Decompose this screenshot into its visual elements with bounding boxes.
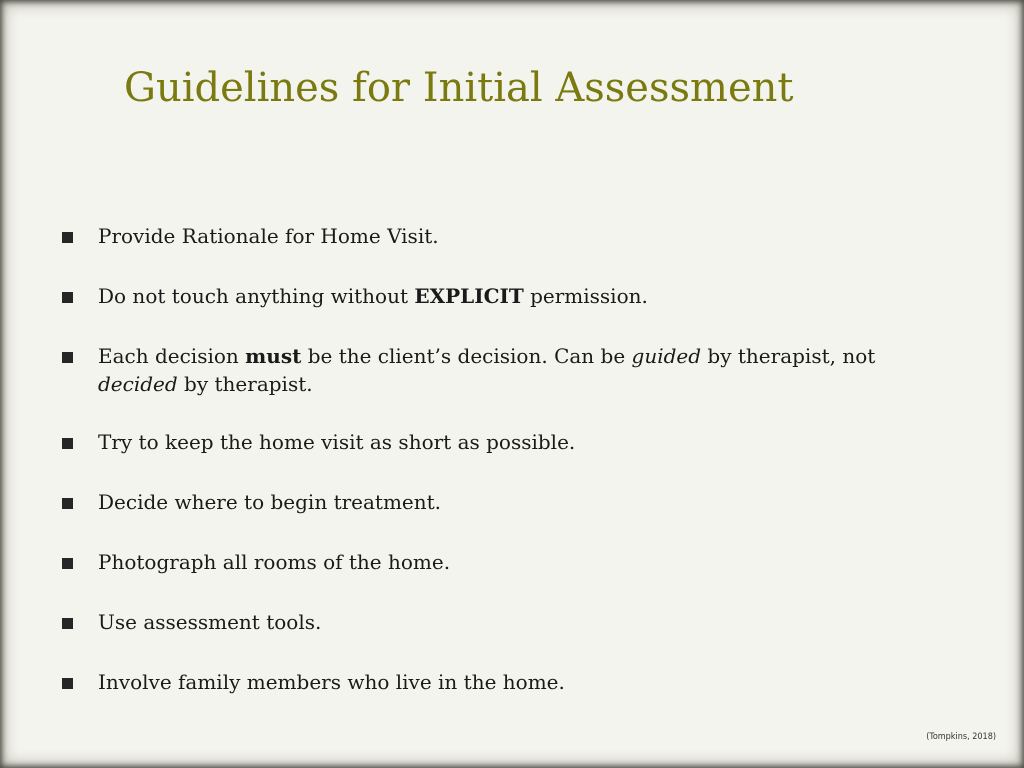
citation: (Tompkins, 2018) xyxy=(926,732,996,742)
bullet-text: Photograph all rooms of the home. xyxy=(98,550,451,574)
square-bullet-icon xyxy=(62,558,73,569)
bullet-text: by therapist, not xyxy=(701,344,876,368)
square-bullet-icon xyxy=(62,232,73,243)
bullet-emphasis-italic: guided xyxy=(631,344,702,368)
bullet-item xyxy=(60,668,960,696)
slide-title: Guidelines for Initial Assessment xyxy=(124,65,794,111)
bullet-emphasis-italic: decided xyxy=(98,372,178,396)
bullet-text: Use assessment tools. xyxy=(98,610,322,634)
bullet-text: Involve family members who live in the home. xyxy=(98,670,565,694)
bullet-emphasis-bold: EXPLICIT xyxy=(414,284,524,308)
bullet-item xyxy=(60,222,960,250)
bullet-item xyxy=(60,548,960,576)
square-bullet-icon xyxy=(62,438,73,449)
bullet-item xyxy=(60,428,960,456)
bullet-text: by therapist. xyxy=(177,372,313,396)
bullet-item xyxy=(60,488,960,516)
bullet-text: Decide where to begin treatment. xyxy=(98,490,442,514)
bullet-text: Provide Rationale for Home Visit. xyxy=(98,224,439,248)
square-bullet-icon xyxy=(62,618,73,629)
bullet-text: Each decision xyxy=(98,344,246,368)
square-bullet-icon xyxy=(62,352,73,363)
bullet-text: Try to keep the home visit as short as possible. xyxy=(98,430,576,454)
square-bullet-icon xyxy=(62,498,73,509)
bullet-emphasis-bold: must xyxy=(245,344,302,368)
bullet-item xyxy=(60,342,960,398)
bullet-list xyxy=(60,222,960,728)
square-bullet-icon xyxy=(62,292,73,303)
bullet-item xyxy=(60,608,960,636)
bullet-item xyxy=(60,282,960,310)
square-bullet-icon xyxy=(62,678,73,689)
bullet-text: be the client’s decision. Can be xyxy=(301,344,632,368)
bullet-text: permission. xyxy=(523,284,648,308)
bullet-text: Do not touch anything without xyxy=(98,284,415,308)
